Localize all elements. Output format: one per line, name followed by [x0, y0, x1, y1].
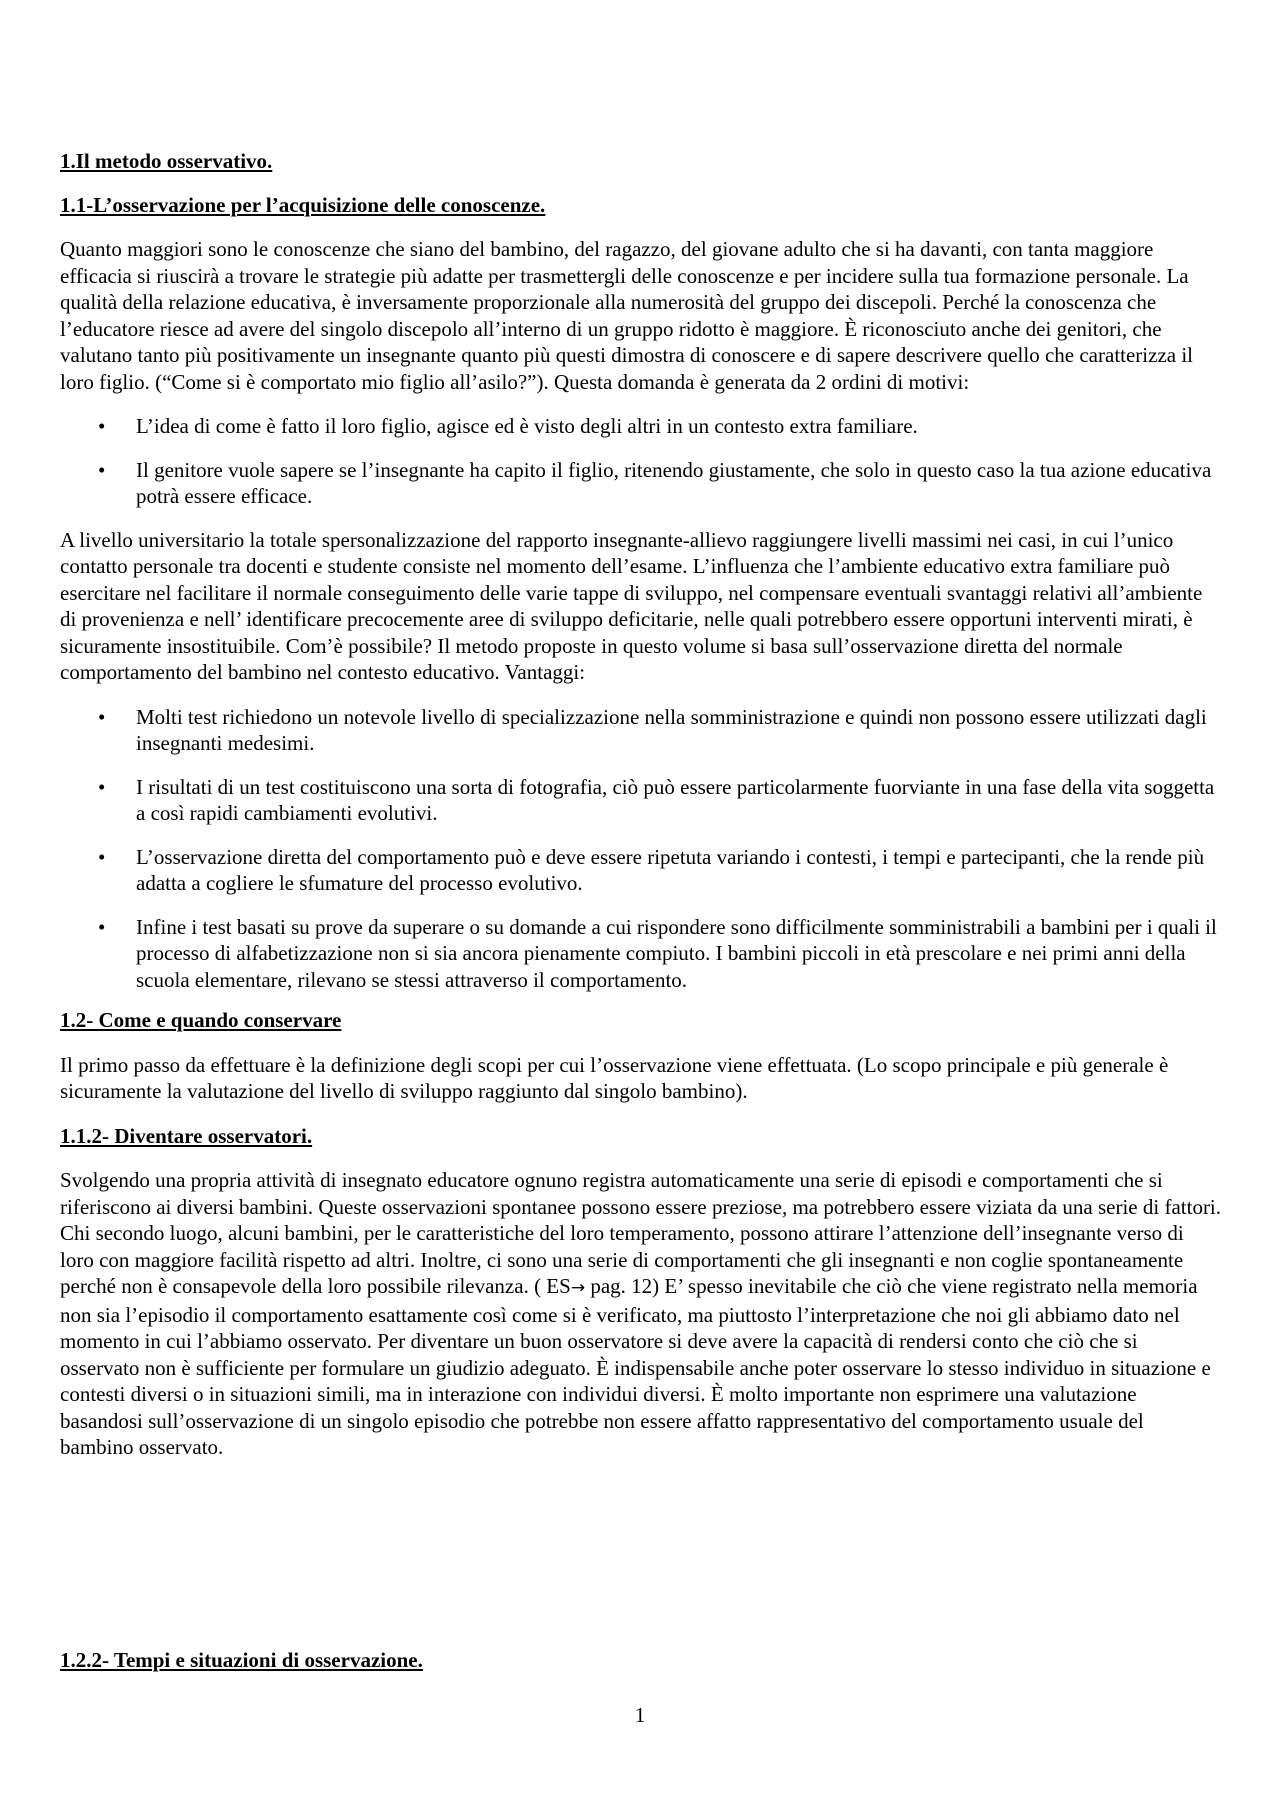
- list-item: [60, 774, 1222, 827]
- list-item-text: Il genitore vuole sapere se l’insegnante ha capito il figlio, ritenendo giustamente, che solo in questo caso la tua azione educativa potrà essere efficace.: [136, 457, 1212, 508]
- page-number: 1: [634, 1703, 646, 1727]
- list-item: [60, 914, 1222, 994]
- list-item: [60, 413, 1222, 440]
- heading-tempi-situazioni: 1.2.2- Tempi e situazioni di osservazione.: [60, 1648, 423, 1672]
- list-vantaggi: [60, 704, 1222, 994]
- list-item-text: L’osservazione diretta del comportamento può e deve essere ripetuta variando i contesti, i tempi e partecipanti, che la rende più adatta a cogliere le sfumature del processo evolutivo.: [136, 844, 1205, 895]
- bullet-icon: •: [98, 914, 106, 939]
- list-item: [60, 457, 1222, 510]
- heading-diventare-osservatori: 1.1.2- Diventare osservatori.: [60, 1123, 313, 1148]
- bullet-icon: •: [98, 457, 106, 482]
- paragraph-text-part: pag. 12) E’ spesso inevitabile che ciò che viene registrato nella memoria non sia l’episodio il comportamento esattamente così come si è verificato, ma piuttosto l’interpretazione che noi gli abbiamo dato nel momento in cui l’abbiamo osservato. Per diventare un buon osservatore si deve avere la capacità di rendersi conto che ciò che si osservato non è sufficiente per formulare un giudizio adeguato. È indispensabile anche poter osservare lo stesso individuo in situazione e contesti diversi o in situazioni simili, ma in interazione con individui diversi. È molto importante non esprimere una valutazione basandosi sull’osservazione di un singolo episodio che potrebbe non essere affatto rappresentativo del comportamento usuale del bambino osservato.: [60, 1274, 1211, 1459]
- paragraph-livello-universitario: A livello universitario la totale spersonalizzazione del rapporto insegnante-allievo raggiungere livelli massimi nei casi, in cui l’unico contatto personale tra docenti e studente consiste nel momento dell’esame. L’influenza che l’ambiente educativo extra familiare può esercitare nel facilitare il normale conseguimento delle varie tappe di sviluppo, nel compensare eventuali svantaggi relativi all’ambiente di provenienza e nell’ identificare precocemente aree di sviluppo deficitarie, nelle quali potrebbero essere opportuni interventi mirati, è sicuramente insostituibile. Com’è possibile? Il metodo proposte in questo volume si basa sull’osservazione diretta del normale comportamento del bambino nel contesto educativo. Vantaggi:: [60, 527, 1203, 684]
- bullet-icon: •: [98, 414, 106, 438]
- list-motivi: [60, 413, 1222, 510]
- paragraph-text-part: Svolgendo una propria attività di insegnato educatore ognuno registra automaticamente una serie di episodi e comportamenti che si riferiscono ai diversi bambini. Queste osservazioni spontanee possono essere preziose, ma potrebbero essere viziata da una serie di fattori. Chi secondo luogo, alcuni bambini, per le caratteristiche del loro temperamento, possono attirare l’attenzione dell’insegnante verso di loro con maggiore facilità rispetto ad altri. Inoltre, ci sono una serie di comportamenti che gli insegnanti e non coglie spontaneamente perché non è consapevole della loro possibile rilevanza. ( ES: [60, 1168, 1222, 1298]
- arrow-right-icon: →: [570, 1278, 586, 1298]
- heading-metodo-osservativo: 1.Il metodo osservativo.: [60, 149, 273, 173]
- heading-come-quando: 1.2- Come e quando conservare: [60, 1008, 342, 1032]
- page-content: [60, 148, 1222, 1479]
- list-item-text: I risultati di un test costituiscono una sorta di fotografia, ciò può essere particolarmente fuorviante in una fase della vita soggetta a così rapidi cambiamenti evolutivi.: [136, 774, 1215, 825]
- paragraph-conoscenze: Quanto maggiori sono le conoscenze che siano del bambino, del ragazzo, del giovane adulto che si ha davanti, con tanta maggiore efficacia si riuscirà a trovare le strategie più adatte per trasmettergli delle conoscenze e per incidere sulla tua formazione personale. La qualità della relazione educativa, è inversamente proporzionale alla numerosità del gruppo dei discepoli. Perché la conoscenza che l’educatore riesce ad avere del singolo discepolo all’interno di un gruppo ridotto è maggiore. È riconosciuto anche dei genitori, che valutano tanto più positivamente un insegnante quanto più questi dimostra di conoscere e di sapere descrivere quello che caratterizza il loro figlio. (“Come si è comportato mio figlio all’asilo?”). Questa domanda è generata da 2 ordini di motivi:: [60, 237, 1194, 394]
- list-item: [60, 704, 1222, 757]
- bullet-icon: •: [98, 774, 106, 799]
- paragraph-diventare-osservatori: [60, 1167, 1222, 1461]
- list-item-text: Infine i test basati su prove da superare o su domande a cui rispondere sono difficilmente somministrabili a bambini per i quali il processo di alfabetizzazione non si sia ancora pienamente compiuto. I bambini piccoli in età prescolare e nei primi anni della scuola elementare, rilevano se stessi attraverso il comportamento.: [136, 914, 1217, 992]
- list-item: [60, 844, 1222, 897]
- list-item-text: Molti test richiedono un notevole livello di specializzazione nella somministrazione e quindi non possono essere utilizzati dagli insegnanti medesimi.: [136, 704, 1207, 755]
- heading-osservazione-conoscenze: 1.1-L’osservazione per l’acquisizione delle conoscenze.: [60, 192, 546, 217]
- bullet-icon: •: [98, 844, 106, 869]
- paragraph-primo-passo: Il primo passo da effettuare è la definizione degli scopi per cui l’osservazione viene effettuata. (Lo scopo principale e più generale è sicuramente la valutazione del livello di sviluppo raggiunto dal singolo bambino).: [60, 1052, 1169, 1103]
- list-item-text: L’idea di come è fatto il loro figlio, agisce ed è visto degli altri in un contesto extra familiare.: [136, 414, 918, 438]
- bullet-icon: •: [98, 704, 106, 729]
